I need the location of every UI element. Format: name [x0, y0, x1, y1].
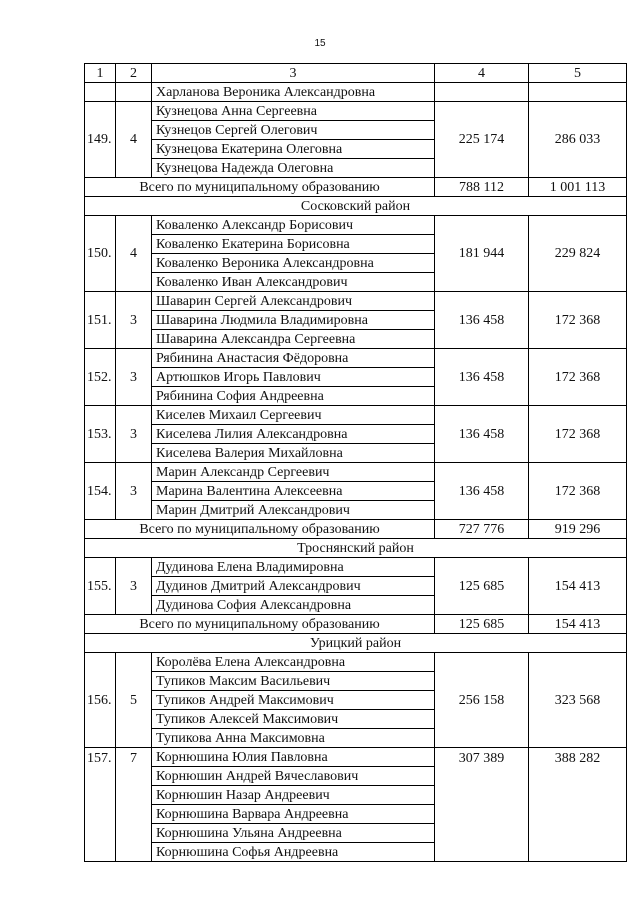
district-section-row [85, 539, 627, 558]
total-value-col5: 919 296 [529, 520, 627, 539]
family-number [85, 83, 116, 102]
total-value-col4: 727 776 [435, 520, 529, 539]
member-name: Коваленко Екатерина Борисовна [152, 235, 435, 254]
member-name: Рябинина Анастасия Фёдоровна [152, 349, 435, 368]
member-name: Корнюшина Ульяна Андреевна [152, 824, 435, 843]
member-name: Марина Валентина Алексеевна [152, 482, 435, 501]
family-value-col5: 172 368 [529, 292, 627, 349]
family-member-row [85, 216, 627, 235]
municipal-total-row [85, 178, 627, 197]
family-number: 156. [85, 653, 116, 748]
family-value-col4: 136 458 [435, 292, 529, 349]
family-size: 3 [116, 349, 152, 406]
header-col-3: 3 [152, 64, 435, 83]
family-member-row [85, 292, 627, 311]
member-name: Киселева Валерия Михайловна [152, 444, 435, 463]
page-number: 15 [314, 38, 326, 49]
family-value-col5: 172 368 [529, 406, 627, 463]
member-name: Дудинова Елена Владимировна [152, 558, 435, 577]
district-section-row [85, 197, 627, 216]
family-value-col4: 136 458 [435, 349, 529, 406]
family-number: 149. [85, 102, 116, 178]
member-name: Коваленко Вероника Александровна [152, 254, 435, 273]
family-number: 151. [85, 292, 116, 349]
family-value-col4: 307 389 [435, 748, 529, 862]
member-name: Тупикова Анна Максимовна [152, 729, 435, 748]
header-col-1: 1 [85, 64, 116, 83]
member-name: Киселева Лилия Александровна [152, 425, 435, 444]
family-member-row [85, 349, 627, 368]
member-name: Шаварин Сергей Александрович [152, 292, 435, 311]
family-value-col5: 388 282 [529, 748, 627, 862]
family-size: 5 [116, 653, 152, 748]
total-value-col4: 125 685 [435, 615, 529, 634]
total-label: Всего по муниципальному образованию [85, 520, 435, 539]
family-number: 152. [85, 349, 116, 406]
district-name: Урицкий район [85, 634, 627, 653]
member-name: Шаварина Людмила Владимировна [152, 311, 435, 330]
member-name: Кузнецов Сергей Олегович [152, 121, 435, 140]
total-value-col4: 788 112 [435, 178, 529, 197]
member-name: Корнюшин Андрей Вячеславович [152, 767, 435, 786]
family-member-row [85, 102, 627, 121]
member-name: Дудинова София Александровна [152, 596, 435, 615]
family-size: 3 [116, 292, 152, 349]
family-number: 153. [85, 406, 116, 463]
member-name: Корнюшина Варвара Андреевна [152, 805, 435, 824]
family-value-col4: 136 458 [435, 406, 529, 463]
family-number: 155. [85, 558, 116, 615]
family-value-col5: 154 413 [529, 558, 627, 615]
family-value-col4: 136 458 [435, 463, 529, 520]
member-name: Рябинина София Андреевна [152, 387, 435, 406]
member-name: Марин Дмитрий Александрович [152, 501, 435, 520]
member-name: Тупиков Андрей Максимович [152, 691, 435, 710]
header-col-5: 5 [529, 64, 627, 83]
family-size: 3 [116, 406, 152, 463]
total-label: Всего по муниципальному образованию [85, 615, 435, 634]
family-payments-table [84, 63, 627, 862]
family-member-row [85, 463, 627, 482]
header-row [85, 64, 627, 83]
member-name: Корнюшина Софья Андреевна [152, 843, 435, 862]
family-value-col4: 181 944 [435, 216, 529, 292]
member-name: Марин Александр Сергеевич [152, 463, 435, 482]
municipal-total-row [85, 615, 627, 634]
family-value-col5: 172 368 [529, 463, 627, 520]
district-name: Сосковский район [85, 197, 627, 216]
family-size: 3 [116, 463, 152, 520]
member-name: Харланова Вероника Александровна [152, 83, 435, 102]
member-name: Тупиков Максим Васильевич [152, 672, 435, 691]
member-name: Тупиков Алексей Максимович [152, 710, 435, 729]
total-label: Всего по муниципальному образованию [85, 178, 435, 197]
member-name: Коваленко Иван Александрович [152, 273, 435, 292]
family-value-col5: 229 824 [529, 216, 627, 292]
family-value-col4: 225 174 [435, 102, 529, 178]
family-value-col4 [435, 83, 529, 102]
member-name: Королёва Елена Александровна [152, 653, 435, 672]
family-size: 4 [116, 216, 152, 292]
family-number: 150. [85, 216, 116, 292]
header-col-4: 4 [435, 64, 529, 83]
family-value-col5: 172 368 [529, 349, 627, 406]
family-member-row [85, 83, 627, 102]
family-member-row [85, 748, 627, 767]
total-value-col5: 1 001 113 [529, 178, 627, 197]
family-member-row [85, 653, 627, 672]
total-value-col5: 154 413 [529, 615, 627, 634]
family-size: 7 [116, 748, 152, 862]
family-value-col5: 286 033 [529, 102, 627, 178]
municipal-total-row [85, 520, 627, 539]
member-name: Кузнецова Екатерина Олеговна [152, 140, 435, 159]
member-name: Артюшков Игорь Павлович [152, 368, 435, 387]
member-name: Кузнецова Надежда Олеговна [152, 159, 435, 178]
member-name: Кузнецова Анна Сергеевна [152, 102, 435, 121]
member-name: Корнюшина Юлия Павловна [152, 748, 435, 767]
member-name: Коваленко Александр Борисович [152, 216, 435, 235]
district-name: Троснянский район [85, 539, 627, 558]
member-name: Корнюшин Назар Андреевич [152, 786, 435, 805]
family-number: 154. [85, 463, 116, 520]
family-size: 3 [116, 558, 152, 615]
family-member-row [85, 406, 627, 425]
family-number: 157. [85, 748, 116, 862]
district-section-row [85, 634, 627, 653]
member-name: Дудинов Дмитрий Александрович [152, 577, 435, 596]
family-size [116, 83, 152, 102]
member-name: Киселев Михаил Сергеевич [152, 406, 435, 425]
family-value-col5 [529, 83, 627, 102]
family-member-row [85, 558, 627, 577]
family-value-col4: 125 685 [435, 558, 529, 615]
header-col-2: 2 [116, 64, 152, 83]
member-name: Шаварина Александра Сергеевна [152, 330, 435, 349]
family-value-col5: 323 568 [529, 653, 627, 748]
family-value-col4: 256 158 [435, 653, 529, 748]
family-size: 4 [116, 102, 152, 178]
